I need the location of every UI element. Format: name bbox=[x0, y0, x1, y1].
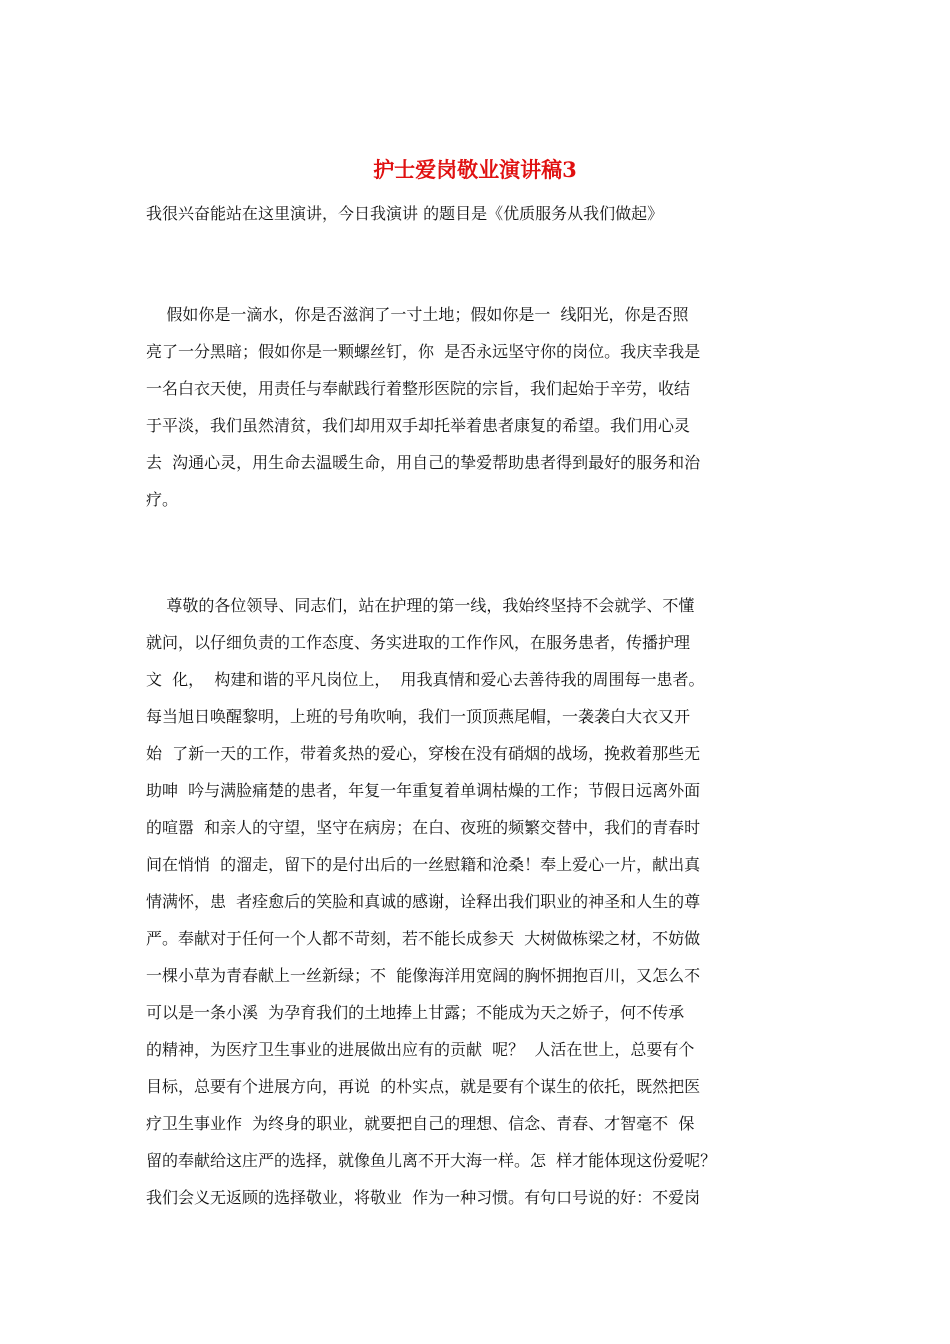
paragraph-line: 就问，以仔细负责的工作态度、务实进取的工作作风，在服务患者，传播护理 bbox=[146, 633, 691, 652]
document-title: 护士爱岗敬业演讲稿3 bbox=[373, 157, 577, 182]
intro-line: 我很兴奋能站在这里演讲，今日我演讲 的题目是《优质服务从我们做起》 bbox=[146, 204, 664, 223]
paragraph-line: 假如你是一滴水，你是否滋润了一寸土地；假如你是一 线阳光，你是否照 bbox=[146, 305, 689, 324]
paragraph-line: 助呻 吟与满脸痛楚的患者，年复一年重复着单调枯燥的工作；节假日远离外面 bbox=[146, 781, 701, 800]
paragraph-line: 文 化， 构建和谐的平凡岗位上， 用我真情和爱心去善待我的周围每一患者。 bbox=[146, 670, 705, 689]
paragraph-line: 疗卫生事业作 为终身的职业，就要把自己的理想、信念、青春、才智毫不 保 bbox=[146, 1114, 695, 1133]
paragraph-line: 目标，总要有个进展方向，再说 的朴实点，就是要有个谋生的依托，既然把医 bbox=[146, 1077, 701, 1096]
paragraph-line: 我们会义无返顾的选择敬业，将敬业 作为一种习惯。有句口号说的好：不爱岗 bbox=[146, 1188, 701, 1207]
paragraph-line: 亮了一分黑暗；假如你是一颗螺丝钉，你 是否永远坚守你的岗位。我庆幸我是 bbox=[146, 342, 701, 361]
paragraph-line: 每当旭日唤醒黎明，上班的号角吹响，我们一顶顶燕尾帽，一袭袭白大衣又开 bbox=[146, 707, 691, 726]
paragraph-line: 一名白衣天使，用责任与奉献践行着整形医院的宗旨，我们起始于辛劳，收结 bbox=[146, 379, 691, 398]
paragraph-1 bbox=[146, 296, 826, 518]
paragraph-line: 情满怀，患 者痊愈后的笑脸和真诚的感谢，诠释出我们职业的神圣和人生的尊 bbox=[146, 892, 701, 911]
paragraph-line: 的喧嚣 和亲人的守望，坚守在病房；在白、夜班的频繁交替中，我们的青春时 bbox=[146, 818, 701, 837]
paragraph-line: 留的奉献给这庄严的选择，就像鱼儿离不开大海一样。怎 样才能体现这份爱呢？ bbox=[146, 1151, 717, 1170]
paragraph-line: 间在悄悄 的溜走，留下的是付出后的一丝慰籍和沧桑！奉上爱心一片，献出真 bbox=[146, 855, 701, 874]
paragraph-line: 一棵小草为青春献上一丝新绿；不 能像海洋用宽阔的胸怀拥抱百川，又怎么不 bbox=[146, 966, 701, 985]
paragraph-line: 去 沟通心灵，用生命去温暖生命，用自己的挚爱帮助患者得到最好的服务和治 bbox=[146, 453, 701, 472]
paragraph-2 bbox=[146, 587, 826, 1216]
paragraph-line: 可以是一条小溪 为孕育我们的土地捧上甘露；不能成为天之娇子，何不传承 bbox=[146, 1003, 685, 1022]
paragraph-line: 尊敬的各位领导、同志们，站在护理的第一线，我始终坚持不会就学、不懂 bbox=[146, 596, 695, 615]
paragraph-line: 的精神，为医疗卫生事业的进展做出应有的贡献 呢？ 人活在世上，总要有个 bbox=[146, 1040, 695, 1059]
paragraph-line: 严。奉献对于任何一个人都不苛刻，若不能长成参天 大树做栋梁之材，不妨做 bbox=[146, 929, 701, 948]
paragraph-line: 始 了新一天的工作，带着炙热的爱心，穿梭在没有硝烟的战场，挽救着那些无 bbox=[146, 744, 701, 763]
paragraph-line: 于平淡，我们虽然清贫，我们却用双手却托举着患者康复的希望。我们用心灵 bbox=[146, 416, 691, 435]
paragraph-line: 疗。 bbox=[146, 490, 179, 509]
